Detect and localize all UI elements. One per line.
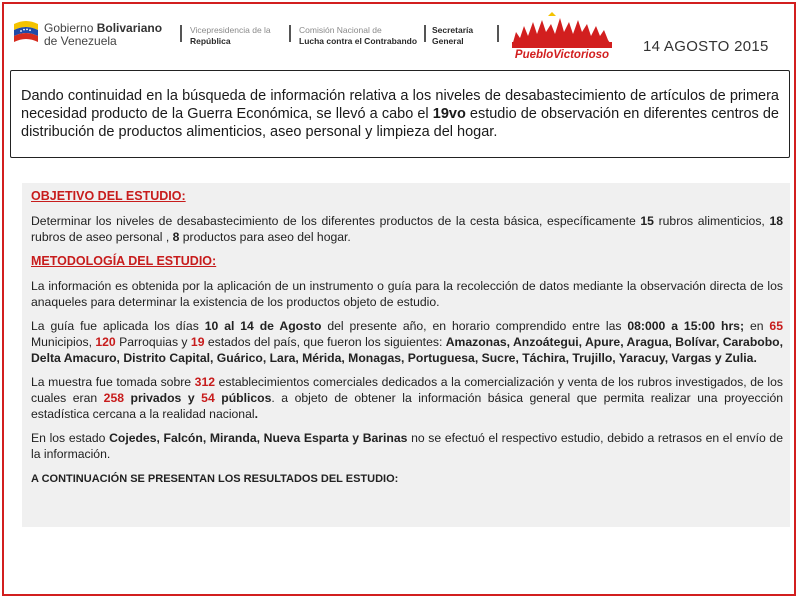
- p2-municipios-count: 65: [769, 319, 783, 333]
- org2-line1: Comisión Nacional de: [299, 25, 382, 35]
- p2-hours: 08:000 a 15:00 hrs;: [627, 319, 745, 333]
- p2-text-d: Municipios,: [31, 335, 96, 349]
- org2-line2: Lucha contra el Contrabando: [299, 36, 418, 46]
- p2-text-e: Parroquias y: [115, 335, 191, 349]
- p2-states-list: Amazonas, Anzoátegui, Apure, Aragua, Bolívar, Carabobo, Delta Amacuro, Distrito Capital, Guárico, Lara, Mérida, Monagas, Portuguesa, Sucre, Táchira, Trujillo, Yaracuy, Vargas y Zulia.: [31, 335, 783, 365]
- separator: [497, 25, 499, 42]
- separator: [180, 25, 182, 42]
- p3-total-count: 312: [194, 375, 216, 389]
- p2-estados-count: 19: [190, 335, 205, 349]
- sample-paragraph: [31, 374, 783, 422]
- gob-line1-b: Bolivariano: [96, 21, 163, 35]
- venezuela-flag-icon: [12, 18, 40, 46]
- separator: [289, 25, 291, 42]
- intro-study-number: 19vo: [432, 106, 466, 122]
- intro-text-c: estudio de observación en diferentes centros de distribución de productos alimenticios, aseo personal y limpieza del hogar.: [21, 106, 779, 140]
- gob-line1-a: Gobierno: [44, 21, 97, 35]
- org1-line2: República: [190, 36, 231, 46]
- org-vicepresidencia: [190, 25, 271, 47]
- p2-text-b: del presente año, en horario comprendido entre las: [321, 319, 628, 333]
- p3-text-a: La muestra fue tomada sobre: [31, 375, 195, 389]
- p3-text-c: . a objeto de obtener la información básica general que permita realizar una proyección estadística cercana a la realidad nacional: [31, 391, 784, 421]
- pueblo-victorioso-logo: [508, 12, 616, 62]
- p2-dates: 10 al 14 de Agosto: [204, 319, 322, 333]
- org-secretaria: [432, 25, 473, 47]
- obj-text-b: rubros alimenticios,: [653, 214, 770, 228]
- excluded-states-paragraph: [31, 430, 783, 462]
- p2-text-f: estados del país, que fueron los siguientes:: [204, 335, 446, 349]
- org3-line2: General: [432, 36, 464, 46]
- obj-text-d: productos para aseo del hogar.: [179, 230, 351, 244]
- intro-box: [10, 70, 790, 158]
- gob-line2: de Venezuela: [44, 34, 117, 48]
- study-content: [31, 188, 783, 487]
- methodology-title: METODOLOGÍA DEL ESTUDIO:: [31, 254, 217, 268]
- p2-parroquias-count: 120: [95, 335, 116, 349]
- p3-private-count: 258: [103, 391, 125, 405]
- document-date: 14 AGOSTO 2015: [643, 38, 769, 55]
- obj-n2: 18: [769, 214, 783, 228]
- header: [0, 0, 800, 68]
- separator: [424, 25, 426, 42]
- methodology-paragraph: La información es obtenida por la aplicación de un instrumento o guía para la recolección de datos mediante la observación directa de los anaqueles para determinar la existencia de los productos objeto de estudio.: [31, 279, 783, 309]
- p4-states-list: Cojedes, Falcón, Miranda, Nueva Esparta y Barinas: [109, 431, 408, 445]
- org3-line1: Secretaría: [432, 25, 474, 35]
- org1-line1: Vicepresidencia de la: [190, 25, 271, 35]
- p3-public-label: públicos: [214, 391, 272, 405]
- p2-text-a: La guía fue aplicada los días: [31, 319, 205, 333]
- obj-text-a: Determinar los niveles de desabastecimiento de los diferentes productos de la cesta básica, específicamente: [31, 214, 641, 228]
- p4-text-a: En los estado: [31, 431, 110, 445]
- p2-text-c: en: [744, 319, 770, 333]
- p3-private-label: privados y: [124, 391, 202, 405]
- p3-text-b: establecimientos comerciales dedicados a la comercialización y venta de los rubros investigados, de los cuales eran: [31, 375, 783, 405]
- obj-n3: 8: [172, 230, 180, 244]
- p4-text-b: no se efectuó el respectivo estudio, debido a retrasos en el envío de la información.: [31, 431, 783, 461]
- intro-text-a: Dando continuidad en la búsqueda de información relativa a los niveles de desabastecimiento de artículos de primera necesidad producto de la Guerra Económica, se llevó a cabo el: [21, 88, 779, 122]
- obj-text-c: rubros de aseo personal ,: [31, 230, 173, 244]
- p3-dot: .: [254, 407, 258, 421]
- objective-title: OBJETIVO DEL ESTUDIO:: [31, 189, 186, 203]
- gobierno-bolivariano-logo-text: [44, 22, 162, 48]
- p3-public-count: 54: [201, 391, 215, 405]
- svg-text:PuebloVictorioso: PuebloVictorioso: [514, 49, 610, 61]
- obj-n1: 15: [640, 214, 654, 228]
- objective-paragraph: [31, 213, 783, 245]
- application-paragraph: [31, 318, 783, 366]
- org-comision: [299, 25, 417, 47]
- results-intro-heading: A CONTINUACIÓN SE PRESENTAN LOS RESULTADOS DEL ESTUDIO:: [31, 473, 399, 485]
